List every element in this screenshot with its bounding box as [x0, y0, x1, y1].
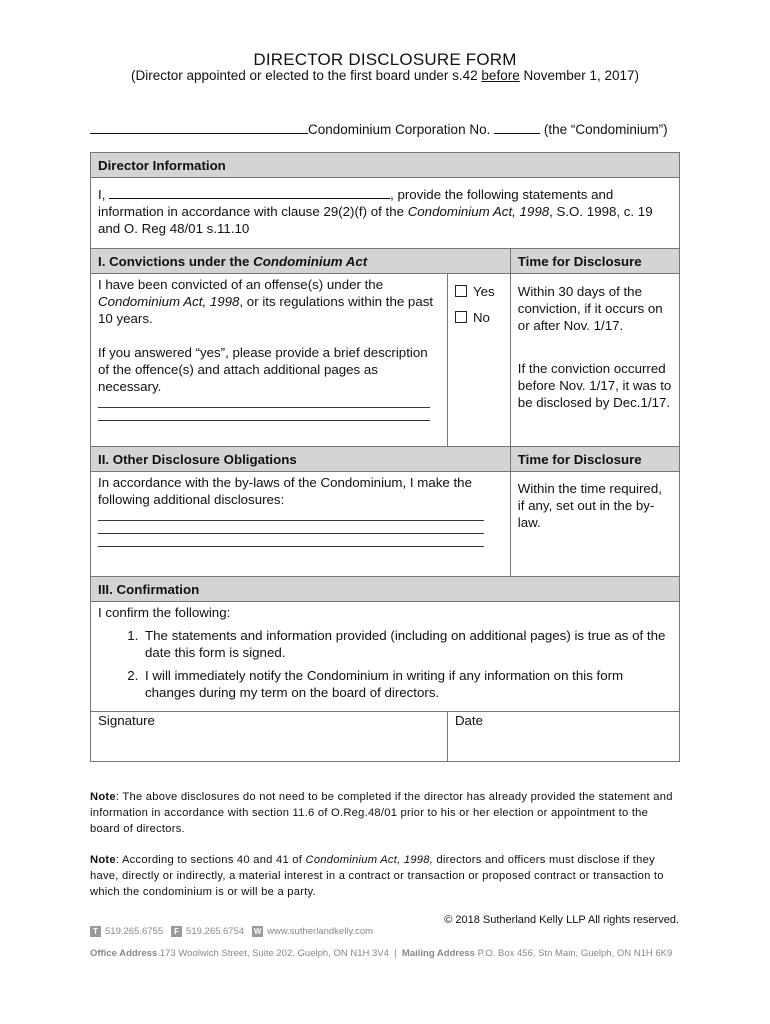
disclosure-table [90, 152, 680, 762]
confirmation-cell [91, 602, 680, 712]
subtitle-emphasis: before [481, 68, 520, 83]
no-option[interactable]: No [455, 309, 503, 326]
yes-option[interactable]: Yes [455, 283, 503, 300]
confirmation-intro: I confirm the following: [98, 605, 231, 620]
address-line: Office Address 173 Woolwich Street, Suite 202, Guelph, ON N1H 3V4 | Mailing Address P.O. Box 456, Stn Main, Guelph, ON N1H 6K9 [90, 948, 673, 959]
telephone-icon: T [90, 926, 101, 937]
section3-header: III. Confirmation [91, 577, 680, 602]
fax-number: 519.265.6754 [186, 926, 245, 937]
additional-disclosures-text: In accordance with the by-laws of the Condominium, I make the following additional disclosures: [98, 475, 472, 507]
note-material-interest: Note: According to sections 40 and 41 of Condominium Act, 1998, directors and officers must disclose if they have, directly or indirectly, a material interest in a contract or transaction or proposed contract or transaction to which the condominium is or will be a party. [90, 854, 664, 898]
note-prior-disclosure: Note: The above disclosures do not need to be completed if the director has already provided the statement and information in accordance with section 11.6 of O.Reg.48/01 prior to his or her election or appointment to the board of directors. [90, 791, 673, 835]
copyright-notice: © 2018 Sutherland Kelly LLP All rights reserved. [444, 914, 679, 926]
corporation-name-blank[interactable] [90, 121, 308, 134]
time-text-before: If the conviction occurred before Nov. 1/17, it was to be disclosed by Dec.1/17. [517, 361, 672, 410]
confirmation-item: 2. I will immediately notify the Condominium in writing if any information on this form changes during my term on the board of directors. [142, 667, 672, 701]
section2-text-cell [91, 472, 511, 577]
time-text-after: Within 30 days of the conviction, if it occurs on or after Nov. 1/17. [517, 284, 663, 333]
confirmation-item: 1. The statements and information provided (including on additional pages) is true as of the date this form is signed. [142, 627, 672, 661]
disclosure-line-2[interactable] [98, 523, 484, 534]
director-info-statement: I, , provide the following statements and information in accordance with clause 29(2)(f) of the Condominium Act, 1998, S.O. 1998, c. 19 and O. Reg 48/01 s.11.10 [91, 178, 680, 249]
section1-time-header: Time for Disclosure [510, 249, 679, 274]
corporation-number-blank[interactable] [494, 121, 540, 134]
form-title: DIRECTOR DISCLOSURE FORM [253, 50, 517, 69]
contact-line [90, 926, 373, 937]
section1-statement-cell [91, 274, 448, 447]
section1-header: I. Convictions under the Condominium Act [91, 249, 511, 274]
no-checkbox[interactable] [455, 311, 467, 323]
yes-checkbox[interactable] [455, 285, 467, 297]
fax-icon: F [171, 926, 182, 937]
conviction-followup: If you answered “yes”, please provide a brief description of the offence(s) and attach additional pages as necessary. [98, 345, 428, 394]
web-icon: W [253, 927, 262, 936]
description-line-1[interactable] [98, 397, 430, 408]
section2-time-cell: Within the time required, if any, set out in the by-law. [510, 472, 679, 577]
director-name-blank[interactable] [109, 186, 390, 199]
disclosure-line-3[interactable] [98, 536, 484, 547]
director-info-header: Director Information [91, 153, 680, 178]
corporation-line: Condominium Corporation No. (the “Condominium”) [90, 121, 690, 137]
section1-time-cell [510, 274, 679, 447]
telephone-number: 519.265.6755 [105, 926, 164, 937]
website-link[interactable]: www.sutherlandkelly.com [267, 926, 374, 937]
conviction-statement: I have been convicted of an offense(s) under the Condominium Act, 1998, or its regulations within the past 10 years. [98, 277, 434, 326]
disclosure-line-1[interactable] [98, 510, 484, 521]
confirmation-list [98, 627, 672, 701]
signature-field[interactable]: Signature [91, 712, 448, 762]
section2-header: II. Other Disclosure Obligations [91, 447, 511, 472]
yes-no-cell [447, 274, 510, 447]
date-field[interactable]: Date [447, 712, 679, 762]
description-line-2[interactable] [98, 410, 430, 421]
form-subtitle: (Director appointed or elected to the first board under s.42 before November 1, 2017) [130, 68, 640, 83]
section2-time-header: Time for Disclosure [510, 447, 679, 472]
